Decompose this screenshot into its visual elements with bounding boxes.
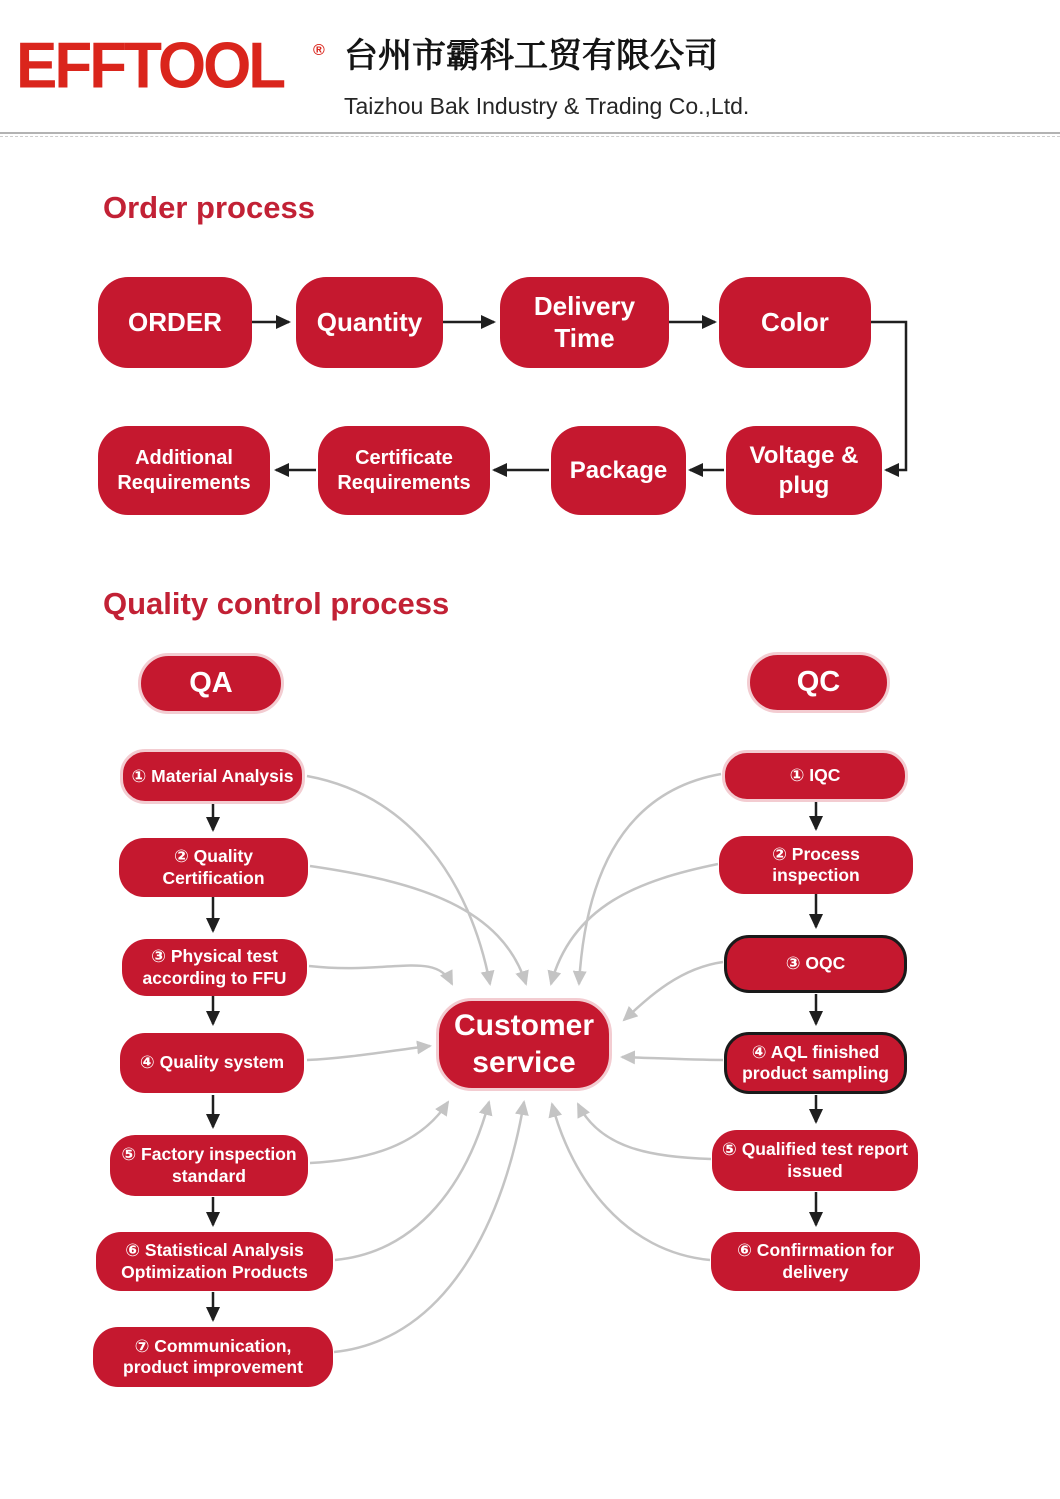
- qa-item-2: ② Quality Certification: [119, 838, 308, 897]
- node-customer-service: Customer service: [436, 998, 612, 1091]
- qa-item-3: ③ Physical test according to FFU: [122, 939, 307, 996]
- node-qa: QA: [138, 653, 284, 714]
- qa-item-7: ⑦ Communication, product improvement: [93, 1327, 333, 1387]
- node-color: Color: [719, 277, 871, 368]
- qc-item-5: ⑤ Qualified test report issued: [712, 1130, 918, 1191]
- company-name-chinese: 台州市霸科工贸有限公司: [344, 37, 718, 75]
- quality-process-title: Quality control process: [103, 586, 450, 621]
- qc-item-2: ② Process inspection: [719, 836, 913, 894]
- qc-item-1: ① IQC: [722, 750, 908, 802]
- qa-item-5: ⑤ Factory inspection standard: [110, 1135, 308, 1196]
- qc-item-3: ③ OQC: [724, 935, 907, 993]
- node-quantity: Quantity: [296, 277, 443, 368]
- qa-item-4: ④ Quality system: [120, 1033, 304, 1093]
- header-divider: [0, 132, 1060, 134]
- qa-item-6: ⑥ Statistical Analysis Optimization Products: [96, 1232, 333, 1291]
- qc-item-4: ④ AQL finished product sampling: [724, 1032, 907, 1094]
- node-package: Package: [551, 426, 686, 515]
- efftool-logo: EFFTOOL: [16, 29, 284, 103]
- node-delivery-time: Delivery Time: [500, 277, 669, 368]
- node-additional-requirements: Additional Requirements: [98, 426, 270, 515]
- node-order: ORDER: [98, 277, 252, 368]
- header-divider-dashed: [0, 136, 1060, 137]
- qc-item-6: ⑥ Confirmation for delivery: [711, 1232, 920, 1291]
- order-process-title: Order process: [103, 190, 315, 225]
- company-name-english: Taizhou Bak Industry & Trading Co.,Ltd.: [344, 93, 750, 119]
- node-qc: QC: [747, 652, 890, 713]
- node-certificate-requirements: Certificate Requirements: [318, 426, 490, 515]
- registered-trademark-icon: ®: [313, 42, 325, 59]
- node-voltage-plug: Voltage & plug: [726, 426, 882, 515]
- qa-item-1: ① Material Analysis: [120, 749, 305, 804]
